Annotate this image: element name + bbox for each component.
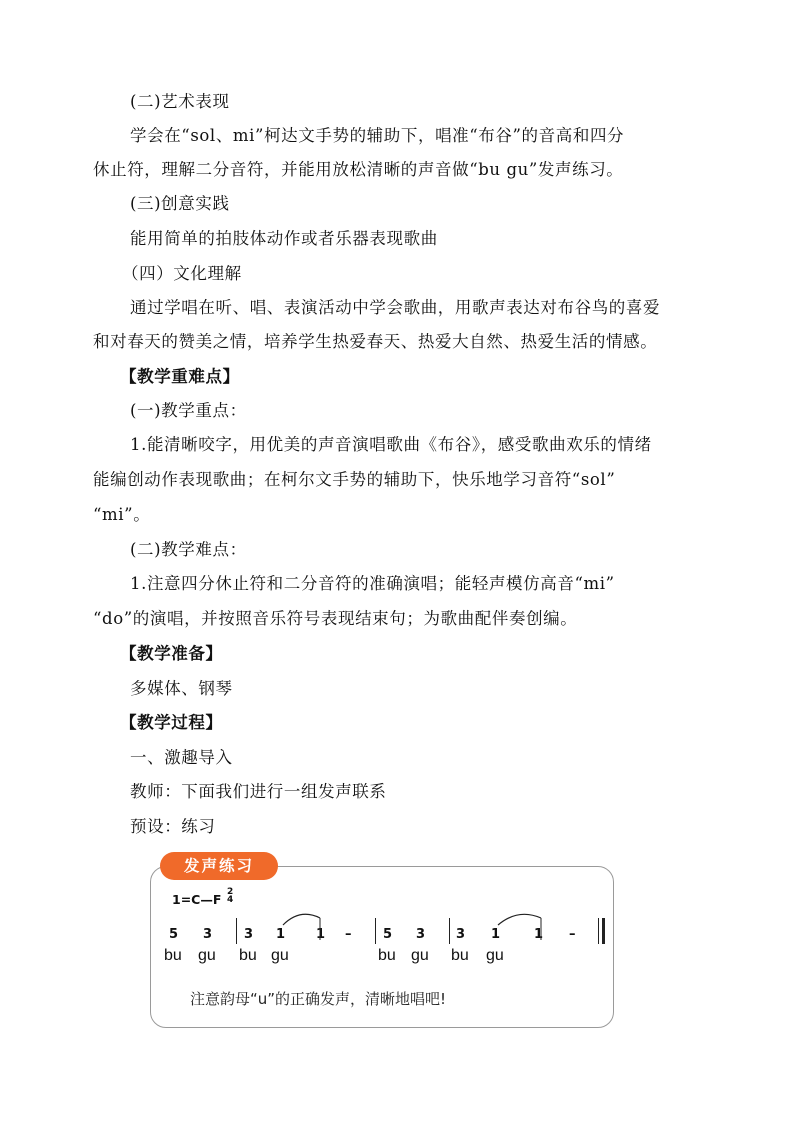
note: 3 xyxy=(244,927,254,942)
section-creative-heading: (三)创意实践 xyxy=(130,194,230,213)
preparation-heading: 【教学准备】 xyxy=(120,644,223,663)
note: 5 xyxy=(169,927,179,942)
bar-line xyxy=(375,918,376,944)
note: 3 xyxy=(456,927,466,942)
paragraph-line: 1.能清晰咬字，用优美的声音演唱歌曲《布谷》，感受歌曲欢乐的情绪 xyxy=(130,435,652,454)
key-points-heading: 【教学重难点】 xyxy=(120,367,240,386)
lyric-syllable: bu xyxy=(451,947,469,964)
lyric-syllable: gu xyxy=(411,947,429,964)
paragraph-line: 预设：练习 xyxy=(130,817,216,836)
process-heading: 【教学过程】 xyxy=(120,713,223,732)
bar-line xyxy=(236,918,237,944)
lyric-syllable: bu xyxy=(239,947,257,964)
note: 1 xyxy=(316,927,326,942)
paragraph-line: 和对春天的赞美之情，培养学生热爱春天、热爱大自然、热爱生活的情感。 xyxy=(93,332,658,351)
section-art-heading: (二)艺术表现 xyxy=(130,92,230,111)
time-signature-top: 2 xyxy=(227,887,234,897)
note: 3 xyxy=(416,927,426,942)
lyric-syllable: gu xyxy=(198,947,216,964)
note-dash: – xyxy=(345,927,352,942)
vocal-exercise-tab: 发声练习 xyxy=(160,852,278,880)
paragraph-line: “do”的演唱，并按照音乐符号表现结束句；为歌曲配伴奏创编。 xyxy=(93,609,578,628)
paragraph-line: 休止符，理解二分音符，并能用放松清晰的声音做“bu gu”发声练习。 xyxy=(93,160,624,179)
paragraph-line: 多媒体、钢琴 xyxy=(130,679,233,698)
bar-line xyxy=(598,918,599,944)
paragraph-line: 学会在“sol、mi”柯达文手势的辅助下，唱准“布谷”的音高和四分 xyxy=(130,126,625,145)
note: 1 xyxy=(276,927,286,942)
paragraph-line: 能编创动作表现歌曲；在柯尔文手势的辅助下，快乐地学习音符“sol” xyxy=(93,470,616,489)
paragraph-line: 1.注意四分休止符和二分音符的准确演唱；能轻声模仿高音“mi” xyxy=(130,574,615,593)
difficult-points-sub-heading: (二)教学难点： xyxy=(130,540,247,559)
section-culture-heading: （四）文化理解 xyxy=(122,264,242,283)
time-signature xyxy=(227,888,233,904)
step-heading: 一、激趣导入 xyxy=(130,748,233,767)
note: 1 xyxy=(491,927,501,942)
paragraph-line: 教师：下面我们进行一组发声联系 xyxy=(130,782,387,801)
bar-line xyxy=(449,918,450,944)
paragraph-line: “mi”。 xyxy=(93,505,151,524)
note-dash: – xyxy=(569,927,576,942)
note: 3 xyxy=(203,927,213,942)
paragraph-line: 通过学唱在听、唱、表演活动中学会歌曲，用歌声表达对布谷鸟的喜爱 xyxy=(130,298,661,317)
note: 1 xyxy=(534,927,544,942)
note: 5 xyxy=(383,927,393,942)
final-bar-line xyxy=(602,918,605,944)
key-signature: 1=C—F xyxy=(172,892,222,907)
paragraph-line: 能用简单的拍肢体动作或者乐器表现歌曲 xyxy=(130,229,438,248)
lyric-syllable: gu xyxy=(486,947,504,964)
time-signature-bottom: 4 xyxy=(227,895,234,905)
lyric-syllable: bu xyxy=(378,947,396,964)
lyric-syllable: gu xyxy=(271,947,289,964)
key-points-sub-heading: (一)教学重点： xyxy=(130,401,247,420)
lyric-syllable: bu xyxy=(164,947,182,964)
exercise-tip: 注意韵母“u”的正确发声，清晰地唱吧! xyxy=(190,990,447,1008)
